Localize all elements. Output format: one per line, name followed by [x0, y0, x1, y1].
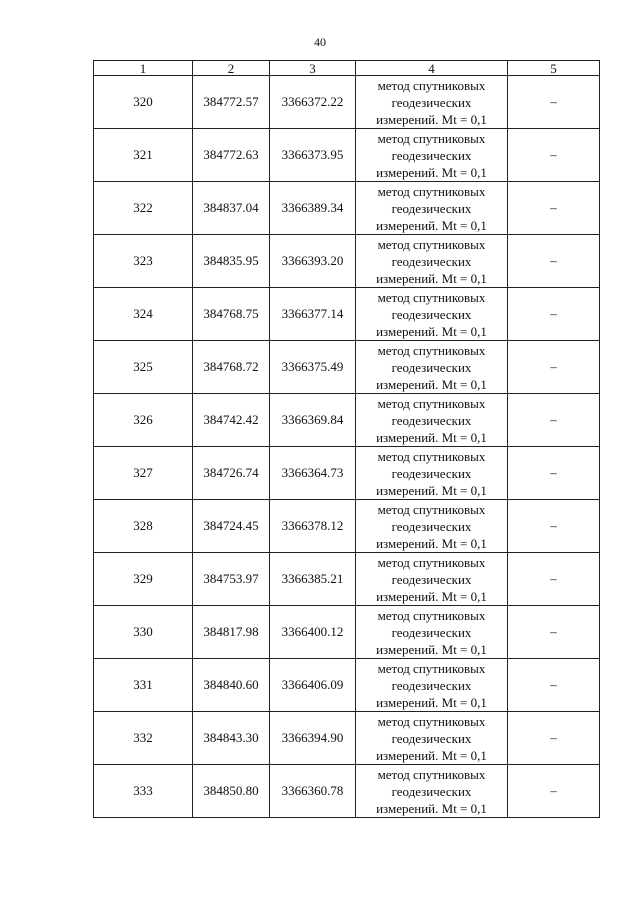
- point-number-cell: 328: [94, 500, 193, 553]
- method-line: геодезических: [391, 253, 472, 269]
- table-row: [94, 659, 600, 712]
- method-line: метод спутниковых: [377, 289, 486, 305]
- y-coordinate-cell: 3366394.90: [270, 712, 356, 765]
- y-coordinate-cell: 3366372.22: [270, 76, 356, 129]
- table-row: [94, 500, 600, 553]
- x-coordinate-cell: 384843.30: [193, 712, 270, 765]
- x-coordinate-cell: 384835.95: [193, 235, 270, 288]
- note-cell: –: [508, 606, 600, 659]
- method-line: метод спутниковых: [377, 395, 486, 411]
- table-row: [94, 712, 600, 765]
- y-coordinate-cell: 3366364.73: [270, 447, 356, 500]
- y-coordinate-cell: 3366373.95: [270, 129, 356, 182]
- method-line: измерений. Mt = 0,1: [376, 747, 487, 763]
- table-row: [94, 76, 600, 129]
- point-number-cell: 324: [94, 288, 193, 341]
- method-cell: [356, 394, 508, 447]
- y-coordinate-cell: 3366389.34: [270, 182, 356, 235]
- point-number-cell: 329: [94, 553, 193, 606]
- method-line: геодезических: [391, 147, 472, 163]
- method-line: геодезических: [391, 200, 472, 216]
- method-line: метод спутниковых: [377, 713, 486, 729]
- method-line: измерений. Mt = 0,1: [376, 482, 487, 498]
- column-header: 5: [508, 61, 600, 76]
- table-header-row: [94, 61, 600, 76]
- method-line: измерений. Mt = 0,1: [376, 800, 487, 816]
- method-line: геодезических: [391, 571, 472, 587]
- y-coordinate-cell: 3366393.20: [270, 235, 356, 288]
- point-number-cell: 325: [94, 341, 193, 394]
- method-line: геодезических: [391, 306, 472, 322]
- method-line: геодезических: [391, 359, 472, 375]
- method-line: метод спутниковых: [377, 448, 486, 464]
- point-number-cell: 320: [94, 76, 193, 129]
- method-line: измерений. Mt = 0,1: [376, 111, 487, 127]
- method-cell: [356, 765, 508, 818]
- method-line: метод спутниковых: [377, 501, 486, 517]
- method-line: измерений. Mt = 0,1: [376, 164, 487, 180]
- x-coordinate-cell: 384772.57: [193, 76, 270, 129]
- point-number-cell: 322: [94, 182, 193, 235]
- y-coordinate-cell: 3366385.21: [270, 553, 356, 606]
- method-cell: [356, 129, 508, 182]
- method-line: измерений. Mt = 0,1: [376, 694, 487, 710]
- note-cell: –: [508, 447, 600, 500]
- column-header: 2: [193, 61, 270, 76]
- method-cell: [356, 288, 508, 341]
- method-line: метод спутниковых: [377, 554, 486, 570]
- table-row: [94, 447, 600, 500]
- point-number-cell: 326: [94, 394, 193, 447]
- method-line: геодезических: [391, 518, 472, 534]
- note-cell: –: [508, 182, 600, 235]
- method-cell: [356, 712, 508, 765]
- note-cell: –: [508, 76, 600, 129]
- method-cell: [356, 235, 508, 288]
- table-body: [94, 61, 600, 818]
- y-coordinate-cell: 3366375.49: [270, 341, 356, 394]
- note-cell: –: [508, 129, 600, 182]
- method-line: метод спутниковых: [377, 183, 486, 199]
- note-cell: –: [508, 553, 600, 606]
- x-coordinate-cell: 384753.97: [193, 553, 270, 606]
- column-header: 3: [270, 61, 356, 76]
- table-row: [94, 129, 600, 182]
- method-cell: [356, 553, 508, 606]
- table-row: [94, 765, 600, 818]
- point-number-cell: 323: [94, 235, 193, 288]
- x-coordinate-cell: 384724.45: [193, 500, 270, 553]
- method-cell: [356, 659, 508, 712]
- method-line: измерений. Mt = 0,1: [376, 270, 487, 286]
- table-row: [94, 288, 600, 341]
- x-coordinate-cell: 384742.42: [193, 394, 270, 447]
- point-number-cell: 330: [94, 606, 193, 659]
- point-number-cell: 321: [94, 129, 193, 182]
- y-coordinate-cell: 3366400.12: [270, 606, 356, 659]
- y-coordinate-cell: 3366406.09: [270, 659, 356, 712]
- method-line: геодезических: [391, 730, 472, 746]
- note-cell: –: [508, 235, 600, 288]
- method-line: геодезических: [391, 94, 472, 110]
- method-cell: [356, 606, 508, 659]
- note-cell: –: [508, 765, 600, 818]
- method-line: измерений. Mt = 0,1: [376, 217, 487, 233]
- method-line: метод спутниковых: [377, 660, 486, 676]
- page-number: 40: [314, 35, 326, 49]
- note-cell: –: [508, 341, 600, 394]
- y-coordinate-cell: 3366377.14: [270, 288, 356, 341]
- coordinates-table: [93, 60, 600, 818]
- method-cell: [356, 182, 508, 235]
- table-row: [94, 394, 600, 447]
- method-line: измерений. Mt = 0,1: [376, 376, 487, 392]
- method-line: геодезических: [391, 677, 472, 693]
- point-number-cell: 332: [94, 712, 193, 765]
- method-cell: [356, 500, 508, 553]
- table-row: [94, 553, 600, 606]
- method-line: измерений. Mt = 0,1: [376, 323, 487, 339]
- method-line: метод спутниковых: [377, 342, 486, 358]
- method-cell: [356, 76, 508, 129]
- note-cell: –: [508, 288, 600, 341]
- table-row: [94, 182, 600, 235]
- method-line: метод спутниковых: [377, 607, 486, 623]
- method-line: измерений. Mt = 0,1: [376, 535, 487, 551]
- column-header: 1: [94, 61, 193, 76]
- x-coordinate-cell: 384850.80: [193, 765, 270, 818]
- table-row: [94, 341, 600, 394]
- method-line: метод спутниковых: [377, 236, 486, 252]
- y-coordinate-cell: 3366369.84: [270, 394, 356, 447]
- method-line: измерений. Mt = 0,1: [376, 641, 487, 657]
- x-coordinate-cell: 384837.04: [193, 182, 270, 235]
- method-line: измерений. Mt = 0,1: [376, 429, 487, 445]
- note-cell: –: [508, 712, 600, 765]
- method-line: метод спутниковых: [377, 766, 486, 782]
- method-line: геодезических: [391, 412, 472, 428]
- method-line: метод спутниковых: [377, 130, 486, 146]
- x-coordinate-cell: 384726.74: [193, 447, 270, 500]
- x-coordinate-cell: 384768.75: [193, 288, 270, 341]
- method-cell: [356, 447, 508, 500]
- column-header: 4: [356, 61, 508, 76]
- x-coordinate-cell: 384840.60: [193, 659, 270, 712]
- x-coordinate-cell: 384772.63: [193, 129, 270, 182]
- point-number-cell: 331: [94, 659, 193, 712]
- method-cell: [356, 341, 508, 394]
- point-number-cell: 333: [94, 765, 193, 818]
- method-line: геодезических: [391, 783, 472, 799]
- x-coordinate-cell: 384768.72: [193, 341, 270, 394]
- point-number-cell: 327: [94, 447, 193, 500]
- note-cell: –: [508, 394, 600, 447]
- note-cell: –: [508, 659, 600, 712]
- x-coordinate-cell: 384817.98: [193, 606, 270, 659]
- method-line: измерений. Mt = 0,1: [376, 588, 487, 604]
- method-line: геодезических: [391, 465, 472, 481]
- note-cell: –: [508, 500, 600, 553]
- table-row: [94, 235, 600, 288]
- table-row: [94, 606, 600, 659]
- y-coordinate-cell: 3366360.78: [270, 765, 356, 818]
- method-line: метод спутниковых: [377, 77, 486, 93]
- y-coordinate-cell: 3366378.12: [270, 500, 356, 553]
- method-line: геодезических: [391, 624, 472, 640]
